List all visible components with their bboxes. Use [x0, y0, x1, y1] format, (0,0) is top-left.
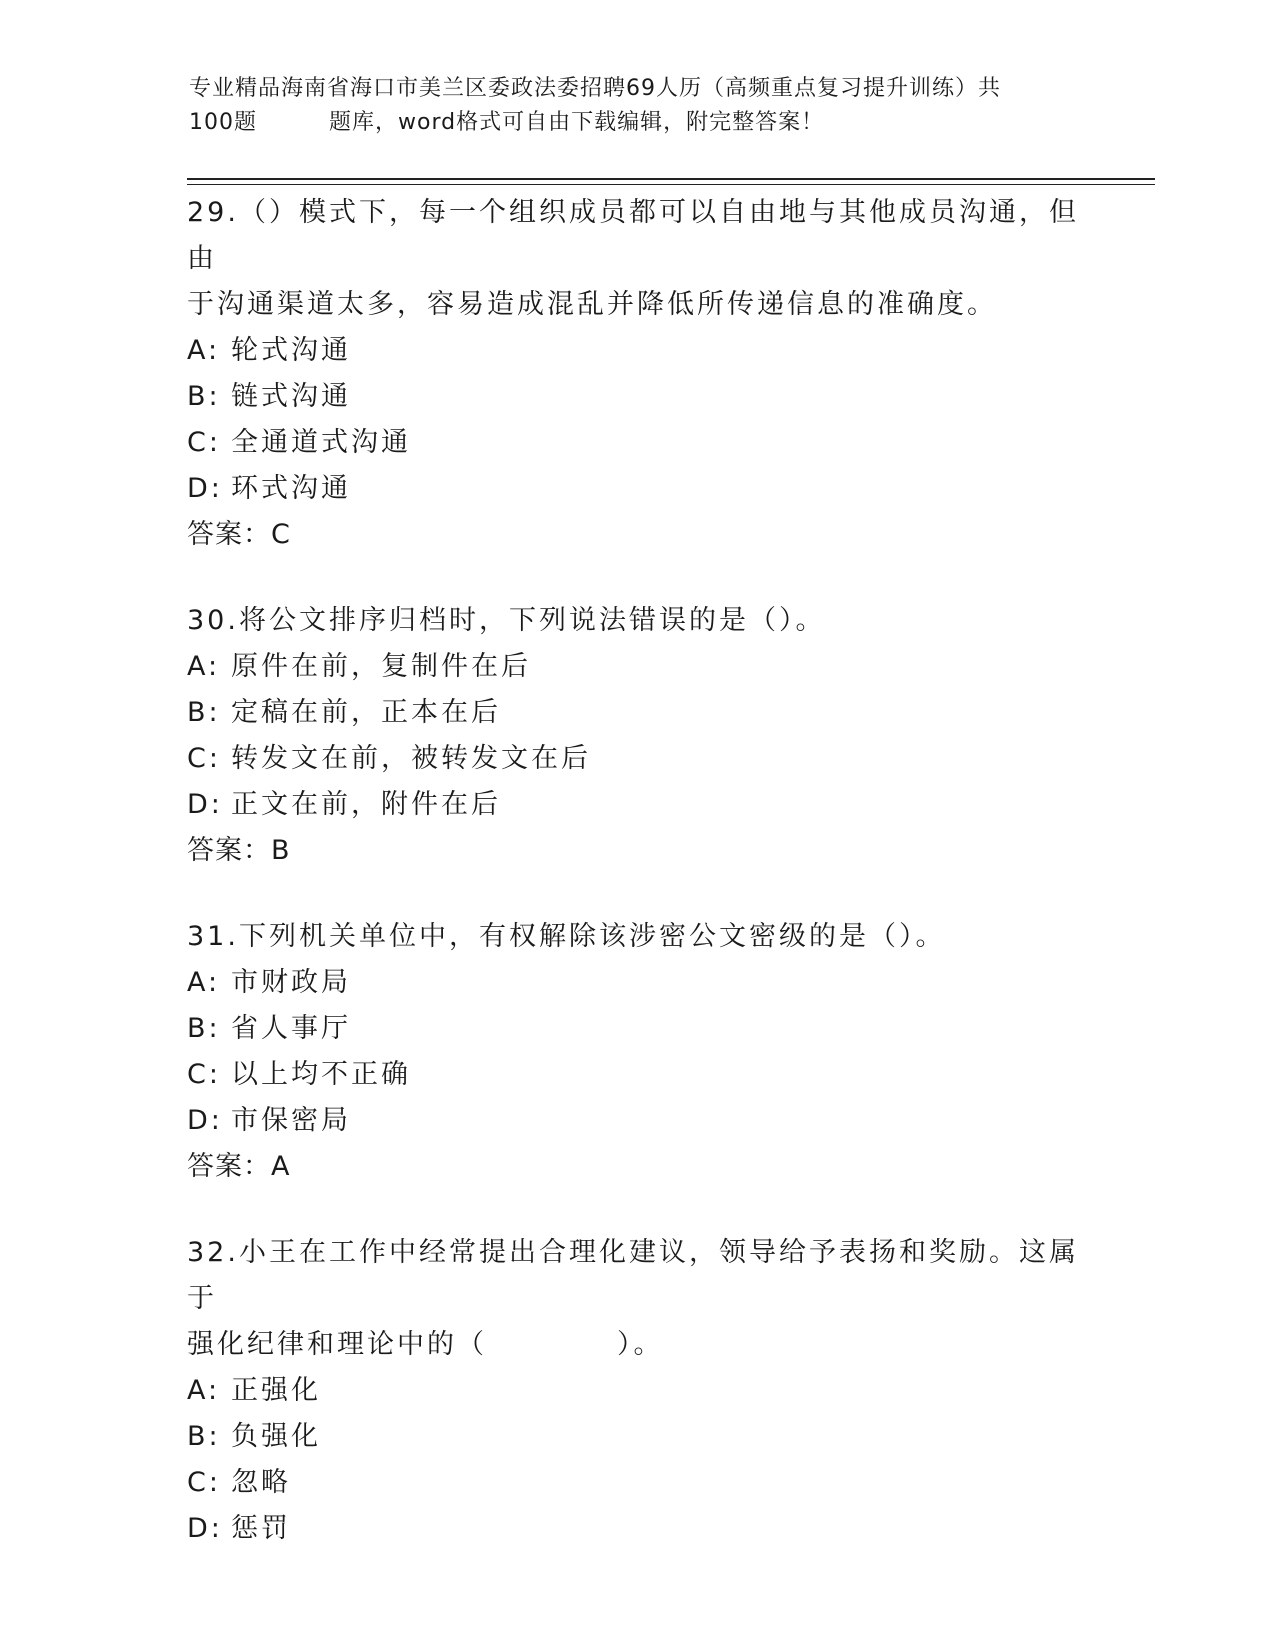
option-letter: A: [187, 1375, 221, 1406]
option-letter: A: [187, 651, 221, 682]
option-letter: C: [187, 743, 221, 774]
option-letter: B: [187, 1421, 221, 1452]
stem-line: 30.将公文排序归档时，下列说法错误的是（）。 [187, 605, 826, 636]
option-text: 转发文在前，被转发文在后 [231, 743, 591, 774]
answer-line: 答案：C [187, 519, 291, 550]
option-c [187, 1052, 1087, 1098]
header-line-2-end: 题库，word格式可自由下载编辑，附完整答案！ [329, 110, 825, 135]
option-text: 负强化 [231, 1421, 321, 1452]
option-letter: C: [187, 1467, 221, 1498]
option-c [187, 420, 1087, 466]
header-line-2 [189, 106, 1089, 140]
option-letter: A: [187, 967, 221, 998]
option-text: 市财政局 [231, 967, 351, 998]
option-a [187, 960, 1087, 1006]
stem-line: 29.（）模式下，每一个组织成员都可以自由地与其他成员沟通，但由 [187, 197, 1079, 274]
stem-line: 强化纪律和理论中的（ [187, 1329, 487, 1360]
header-divider-thick [187, 178, 1155, 180]
option-letter: A: [187, 335, 221, 366]
stem-line: 于沟通渠道太多，容易造成混乱并降低所传递信息的准确度。 [187, 289, 997, 320]
question-31 [187, 914, 1087, 1190]
option-text: 惩罚 [231, 1513, 291, 1544]
option-text: 以上均不正确 [231, 1059, 411, 1090]
option-text: 链式沟通 [231, 381, 351, 412]
option-c [187, 1460, 1087, 1506]
option-text: 原件在前，复制件在后 [231, 651, 531, 682]
answer-line: 答案：B [187, 835, 291, 866]
option-letter: D: [187, 1513, 223, 1544]
option-text: 环式沟通 [231, 473, 351, 504]
option-b [187, 690, 1087, 736]
option-b [187, 1414, 1087, 1460]
option-text: 正强化 [231, 1375, 321, 1406]
question-stem [187, 598, 1087, 644]
option-d [187, 782, 1087, 828]
option-text: 正文在前，附件在后 [231, 789, 501, 820]
stem-line-end: ）。 [617, 1329, 664, 1360]
header-line-2-start: 100题 [189, 110, 257, 135]
option-d [187, 1098, 1087, 1144]
question-stem [187, 914, 1087, 960]
option-text: 定稿在前，正本在后 [231, 697, 501, 728]
document-header [189, 72, 1089, 140]
option-a [187, 328, 1087, 374]
option-letter: C: [187, 1059, 221, 1090]
option-a [187, 644, 1087, 690]
header-divider-thin [187, 184, 1155, 185]
question-stem [187, 190, 1087, 328]
option-letter: D: [187, 1105, 223, 1136]
option-letter: D: [187, 789, 223, 820]
option-text: 省人事厅 [231, 1013, 351, 1044]
stem-line: 31.下列机关单位中，有权解除该涉密公文密级的是（）。 [187, 921, 946, 952]
option-text: 忽略 [231, 1467, 291, 1498]
option-text: 轮式沟通 [231, 335, 351, 366]
option-d [187, 1506, 1087, 1552]
option-text: 全通道式沟通 [231, 427, 411, 458]
question-list [187, 190, 1087, 1592]
option-letter: B: [187, 381, 221, 412]
question-30 [187, 598, 1087, 874]
option-d [187, 466, 1087, 512]
header-line-1: 专业精品海南省海口市美兰区委政法委招聘69人历（高频重点复习提升训练）共 [189, 76, 1001, 101]
option-b [187, 1006, 1087, 1052]
option-text: 市保密局 [231, 1105, 351, 1136]
question-stem [187, 1230, 1087, 1368]
option-letter: D: [187, 473, 223, 504]
option-letter: B: [187, 697, 221, 728]
answer-line: 答案：A [187, 1151, 291, 1182]
question-29 [187, 190, 1087, 558]
question-32 [187, 1230, 1087, 1552]
option-b [187, 374, 1087, 420]
option-letter: C: [187, 427, 221, 458]
option-letter: B: [187, 1013, 221, 1044]
option-a [187, 1368, 1087, 1414]
stem-line: 32.小王在工作中经常提出合理化建议，领导给予表扬和奖励。这属于 [187, 1237, 1079, 1314]
option-c [187, 736, 1087, 782]
